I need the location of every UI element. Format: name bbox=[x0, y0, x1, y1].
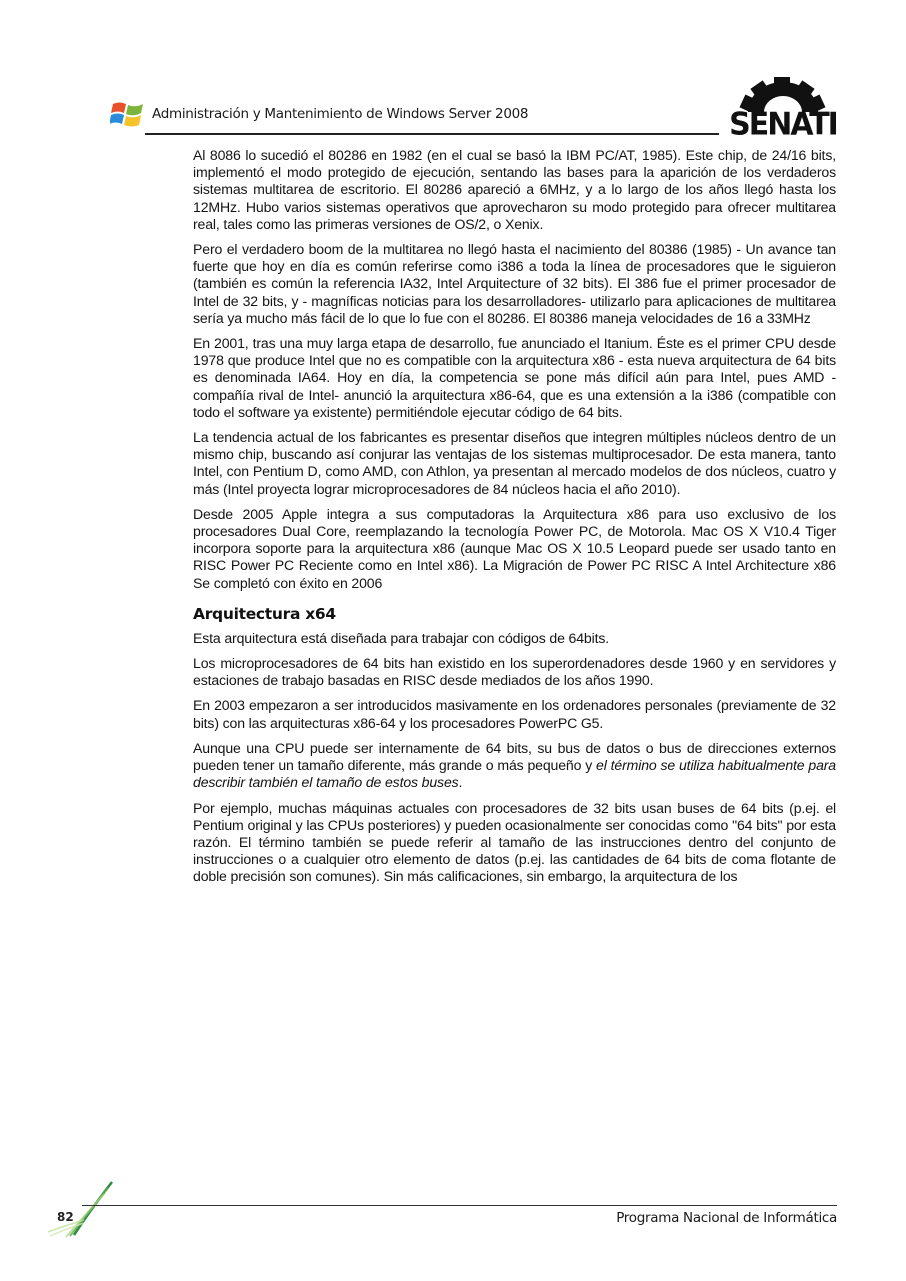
paragraph-italic-text: el término se utiliza habitualmente para describir también el tamaño de estos buses bbox=[193, 757, 836, 791]
green-swoosh-icon bbox=[44, 1180, 124, 1240]
header-title: Administración y Mantenimiento de Windows Server 2008 bbox=[152, 106, 529, 122]
paragraph: Esta arquitectura está diseñada para trabajar con códigos de 64bits. bbox=[193, 629, 610, 646]
paragraph: En 2001, tras una muy larga etapa de desarrollo, fue anunciado el Itanium. Éste es el primer CPU desde 1978 que produce Intel que no es compatible con la arquitectura x86 - esta nueva arquitectura de 64 bits es denominada IA64. Hoy en día, la competencia se pone más difícil aún para Intel, pues AMD -compañía rival de Intel- anunció la arquitectura x86-64, que es una extensión a la i386 (compatible con todo el software ya existente) permitiéndole ejecutar código de 64 bits. bbox=[193, 335, 836, 420]
paragraph-tail: . bbox=[458, 774, 463, 791]
header-rule bbox=[145, 133, 719, 135]
paragraph: Al 8086 lo sucedió el 80286 en 1982 (en el cual se basó la IBM PC/AT, 1985). Este chip, de 24/16 bits, implementó el modo protegido de ejecución, sentando las bases para la aparición de los verdaderos sistemas multitarea de escritorio. El 80286 apareció a 6MHz, y a lo largo de los años llegó hasta los 12MHz. Hubo varios sistemas operativos que aprovecharon su modo protegido para ofrecer multitarea real, tales como las primeras versiones de OS/2, o Xenix. bbox=[193, 147, 836, 232]
paragraph: Los microprocesadores de 64 bits han existido en los superordenadores desde 1960 y en servidores y estaciones de trabajo basadas en RISC desde mediados de los años 1990. bbox=[193, 655, 836, 689]
senati-logo-text: SENATI bbox=[729, 106, 837, 143]
document-body bbox=[193, 147, 836, 894]
paragraph-mixed bbox=[193, 740, 836, 792]
paragraph: Desde 2005 Apple integra a sus computadoras la Arquitectura x86 para uso exclusivo de los procesadores Dual Core, reemplazando la tecnología Power PC, de Motorola. Mac OS X V10.4 Tiger incorpora soporte para la arquitectura x86 (aunque Mac OS X 10.5 Leopard puede ser usado tanto en RISC Power PC Reciente como en Intel x86). La Migración de Power PC RISC A Intel Architecture x86 Se completó con éxito en 2006 bbox=[193, 505, 836, 591]
paragraph: La tendencia actual de los fabricantes es presentar diseños que integren múltiples núcleos dentro de un mismo chip, buscando así conjurar las ventajas de los sistemas multiprocesador. De esta manera, tanto Intel, con Pentium D, como AMD, con Athlon, ya presentan al mercado modelos de dos núcleos, cuatro y más (Intel proyecta lograr microprocesadores de 84 núcleos hacia el año 2010). bbox=[193, 429, 836, 497]
windows-flag-logo-icon bbox=[110, 99, 146, 129]
page-number: 82 bbox=[57, 1210, 74, 1224]
paragraph: Pero el verdadero boom de la multitarea no llegó hasta el nacimiento del 80386 (1985) - Un avance tan fuerte que hoy en día es común referirse como i386 a toda la línea de procesadores que le siguieron (también es común la referencia IA32, Intel Arquitecture of 32 bits). El 386 fue el primer procesador de Intel de 32 bits, y - magníficas noticias para los desarrolladores- utilizarlo para aplicaciones de multitarea sería ya mucho más fácil de lo que lo fue con el 80286. El 80386 maneja velocidades de 16 a 33MHz bbox=[193, 241, 836, 326]
paragraph: En 2003 empezaron a ser introducidos masivamente en los ordenadores personales (previamente de 32 bits) con las arquitecturas x86-64 y los procesadores PowerPC G5. bbox=[193, 697, 836, 731]
paragraph: Por ejemplo, muchas máquinas actuales con procesadores de 32 bits usan buses de 64 bits (p.ej. el Pentium original y las CPUs posteriores) y pueden ocasionalmente ser conocidas como "64 bits" por esta razón. El término también se puede referir al tamaño de las instrucciones dentro del conjunto de instrucciones o a cualquier otro elemento de datos (p.ej. las cantidades de 64 bits de coma flotante de doble precisión son comunes). Sin más calificaciones, sin embargo, la arquitectura de los bbox=[193, 799, 836, 885]
paragraph-text: Aunque una CPU puede ser internamente de 64 bits, su bus de datos o bus de direcciones externos pueden tener un tamaño diferente, más grande o más pequeño y bbox=[193, 739, 836, 774]
footer-rule bbox=[82, 1205, 837, 1206]
section-heading: Arquitectura x64 bbox=[193, 604, 336, 623]
footer-organization: Programa Nacional de Informática bbox=[616, 1210, 837, 1226]
